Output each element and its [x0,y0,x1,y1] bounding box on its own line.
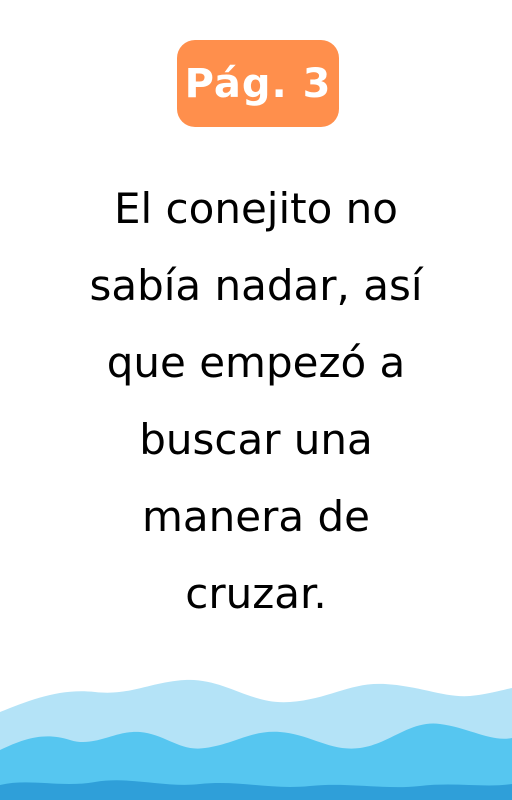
story-line: manera de [142,492,370,541]
page-number-label: Pág. 3 [184,60,332,107]
water-waves-decoration [0,660,512,800]
story-line: buscar una [139,415,373,464]
story-line: cruzar. [185,569,327,618]
story-line: El conejito no [114,184,398,233]
story-line: sabía nadar, así [89,261,423,310]
page-number-badge [177,40,339,127]
story-text [40,170,472,632]
story-line: que empezó a [106,338,406,387]
